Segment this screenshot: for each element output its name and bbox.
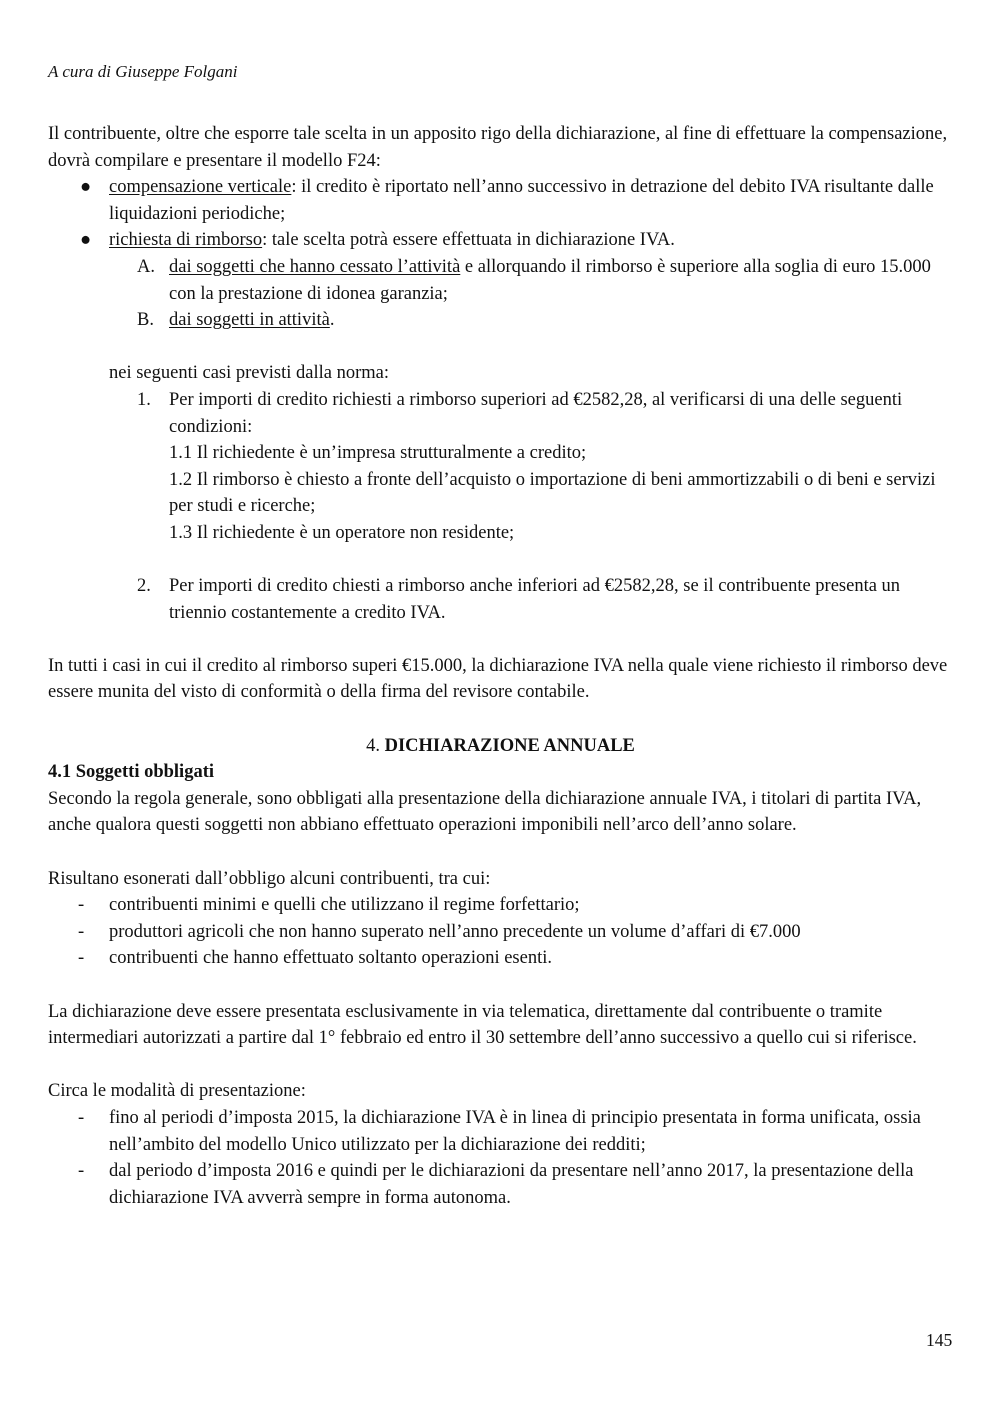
cases-intro: nei seguenti casi previsti dalla norma: [109, 363, 389, 384]
dash-marker: - [78, 895, 85, 916]
bullet-term: richiesta di rimborso [109, 230, 263, 251]
letter-term: dai soggetti che hanno cessato l’attività [169, 256, 461, 277]
letter-term: dai soggetti in attività [169, 310, 330, 331]
bullet-term: compensazione verticale [109, 177, 292, 198]
page-header: A cura di Giuseppe Folgani [48, 62, 238, 81]
bullet-text: : il credito è riportato nell’anno successivo in detrazione del debito IVA risultante dalle liquidazioni periodiche; [109, 177, 934, 224]
subsection-heading: 4.1 Soggetti obbligati [48, 762, 214, 783]
section-title: DICHIARAZIONE ANNUALE [384, 735, 635, 756]
dash-text: contribuenti minimi e quelli che utilizzano il regime forfettario; [109, 895, 580, 916]
dash-item [48, 1105, 953, 1158]
dash-text: dal periodo d’imposta 2016 e quindi per le dichiarazioni da presentare nell’anno 2017, la presentazione della dichiarazione IVA avverrà sempre in forma autonoma. [109, 1161, 914, 1208]
page-number: 145 [926, 1330, 953, 1350]
dash-item [48, 945, 953, 972]
section-number: 4. [366, 735, 380, 756]
case-item [48, 387, 953, 547]
esonerati-intro: Risultano esonerati dall’obbligo alcuni contribuenti, tra cui: [48, 868, 491, 889]
letter-item [48, 307, 953, 334]
obbligati-paragraph: Secondo la regola generale, sono obbligati alla presentazione della dichiarazione annuale IVA, i titolari di partita IVA, anche qualora questi soggetti non abbiano effettuato operazioni imponibili nell’arco dell’anno solare. [48, 788, 922, 836]
letter-marker: A. [137, 256, 155, 277]
section-heading [48, 733, 953, 760]
bullet-item [48, 227, 953, 254]
dash-marker: - [78, 1161, 85, 1182]
case-subitem: 1.2 Il rimborso è chiesto a fronte dell’acquisto o importazione di beni ammortizzabili o di beni e servizi per studi e ricerche; [169, 469, 936, 517]
dash-marker: - [78, 921, 85, 942]
dash-marker: - [78, 948, 85, 969]
case-marker: 1. [137, 389, 151, 410]
bullet-marker: ● [80, 230, 92, 251]
dash-text: fino al periodi d’imposta 2015, la dichiarazione IVA è in linea di principio presentata in forma unificata, ossia nell’ambito del modello Unico utilizzato per la dichiarazione dei redditi; [109, 1107, 921, 1155]
bullet-item [48, 174, 953, 227]
page-content [48, 121, 953, 1211]
letter-marker: B. [137, 310, 154, 331]
dash-item [48, 1158, 953, 1211]
letter-item [48, 254, 953, 307]
case-subitem: 1.3 Il richiedente è un operatore non residente; [169, 522, 515, 543]
intro-paragraph: Il contribuente, oltre che esporre tale scelta in un apposito rigo della dichiarazione, al fine di effettuare la compensazione, dovrà compilare e presentare il modello F24: [48, 124, 948, 171]
telematica-paragraph: La dichiarazione deve essere presentata esclusivamente in via telematica, direttamente dal contribuente o tramite intermediari autorizzati a partire dal 1° febbraio ed entro il 30 settembre dell’anno successivo a quello cui si riferisce. [48, 1001, 917, 1049]
modalita-intro: Circa le modalità di presentazione: [48, 1081, 306, 1102]
dash-text: produttori agricoli che non hanno superato nell’anno precedente un volume d’affari di €7.000 [109, 921, 801, 942]
case-text: Per importi di credito chiesti a rimborso anche inferiori ad €2582,28, se il contribuente presenta un triennio costantemente a credito IVA. [169, 576, 901, 623]
letter-text: . [329, 310, 335, 331]
visto-paragraph: In tutti i casi in cui il credito al rimborso superi €15.000, la dichiarazione IVA nella quale viene richiesto il rimborso deve essere munita del visto di conformità o della firma del revisore contabile. [48, 655, 948, 703]
dash-marker: - [78, 1107, 85, 1128]
case-marker: 2. [137, 576, 151, 597]
case-subitem: 1.1 Il richiedente è un’impresa strutturalmente a credito; [169, 443, 587, 464]
dash-text: contribuenti che hanno effettuato soltanto operazioni esenti. [109, 948, 552, 969]
bullet-marker: ● [80, 177, 92, 198]
letter-text: e allorquando il rimborso è superiore alla soglia di euro 15.000 con la prestazione di idonea garanzia; [169, 256, 931, 304]
dash-item [48, 919, 953, 946]
case-item [48, 573, 953, 626]
case-text: Per importi di credito richiesti a rimborso superiori ad €2582,28, al verificarsi di una delle seguenti condizioni: [169, 389, 903, 437]
bullet-text: : tale scelta potrà essere effettuata in dichiarazione IVA. [262, 230, 675, 251]
dash-item [48, 892, 953, 919]
